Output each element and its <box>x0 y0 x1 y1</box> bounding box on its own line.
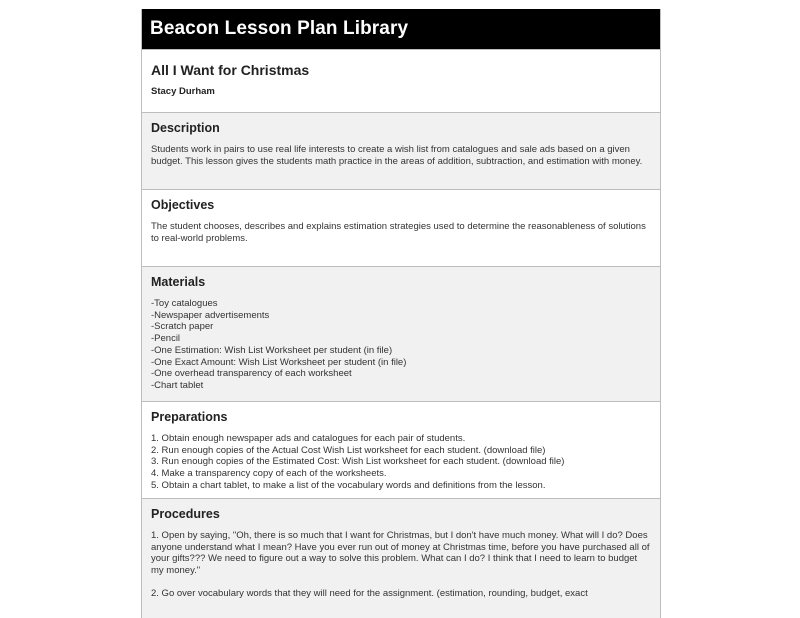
preparations-item: 3. Run enough copies of the Estimated Cost: Wish List worksheet for each student. (download file) <box>151 456 565 468</box>
procedures-step: 1. Open by saying, "Oh, there is so much that I want for Christmas, but I don't have much money. What will I do? Does anyone understand what I mean? Have you ever run out of money at Christmas time, before you have purchased all of your gifts??? We need to figure out a way to solve this problem. What can I do? I think that I need to learn to budget my money." <box>151 530 650 577</box>
lesson-page <box>141 9 661 618</box>
description-text: Students work in pairs to use real life interests to create a wish list from catalogues and sale ads based on a given budget. This lesson gives the students math practice in the areas of addition, subtraction, and estimation with money. <box>151 144 643 167</box>
description-heading: Description <box>151 121 220 135</box>
preparations-item: 4. Make a transparency copy of each of the worksheets. <box>151 468 387 480</box>
materials-item: -Chart tablet <box>151 379 204 391</box>
materials-section <box>142 266 660 401</box>
objectives-section <box>142 189 660 266</box>
preparations-item: 2. Run enough copies of the Actual Cost Wish List worksheet for each student. (download file) <box>151 444 546 456</box>
materials-heading: Materials <box>151 275 206 289</box>
materials-item: -One overhead transparency of each worksheet <box>151 368 352 380</box>
materials-item: -One Exact Amount: Wish List Worksheet per student (in file) <box>151 356 407 368</box>
objectives-text: The student chooses, describes and explains estimation strategies used to determine the reasonableness of solutions to real-world problems. <box>151 221 646 244</box>
lesson-header <box>142 49 660 112</box>
materials-item: -Toy catalogues <box>151 298 218 309</box>
procedures-section <box>142 498 660 618</box>
preparations-section <box>142 401 660 498</box>
site-banner <box>142 9 660 49</box>
preparations-heading: Preparations <box>151 410 228 424</box>
preparations-item: 5. Obtain a chart tablet, to make a list of the vocabulary words and definitions from the lesson. <box>151 479 546 491</box>
description-section <box>142 112 660 189</box>
lesson-author: Stacy Durham <box>151 86 215 97</box>
lesson-title: All I Want for Christmas <box>151 62 310 78</box>
preparations-item: 1. Obtain enough newspaper ads and catalogues for each pair of students. <box>151 433 466 444</box>
procedures-heading: Procedures <box>151 507 220 521</box>
materials-item: -One Estimation: Wish List Worksheet per student (in file) <box>151 344 393 356</box>
materials-item: -Scratch paper <box>151 321 214 333</box>
procedures-step: 2. Go over vocabulary words that they will need for the assignment. (estimation, rounding, budget, exact <box>151 587 588 599</box>
site-title[interactable]: Beacon Lesson Plan Library <box>150 18 409 39</box>
objectives-heading: Objectives <box>151 198 215 212</box>
materials-item: -Newspaper advertisements <box>151 309 270 321</box>
procedures-spacer <box>151 577 651 588</box>
materials-item: -Pencil <box>151 333 181 345</box>
